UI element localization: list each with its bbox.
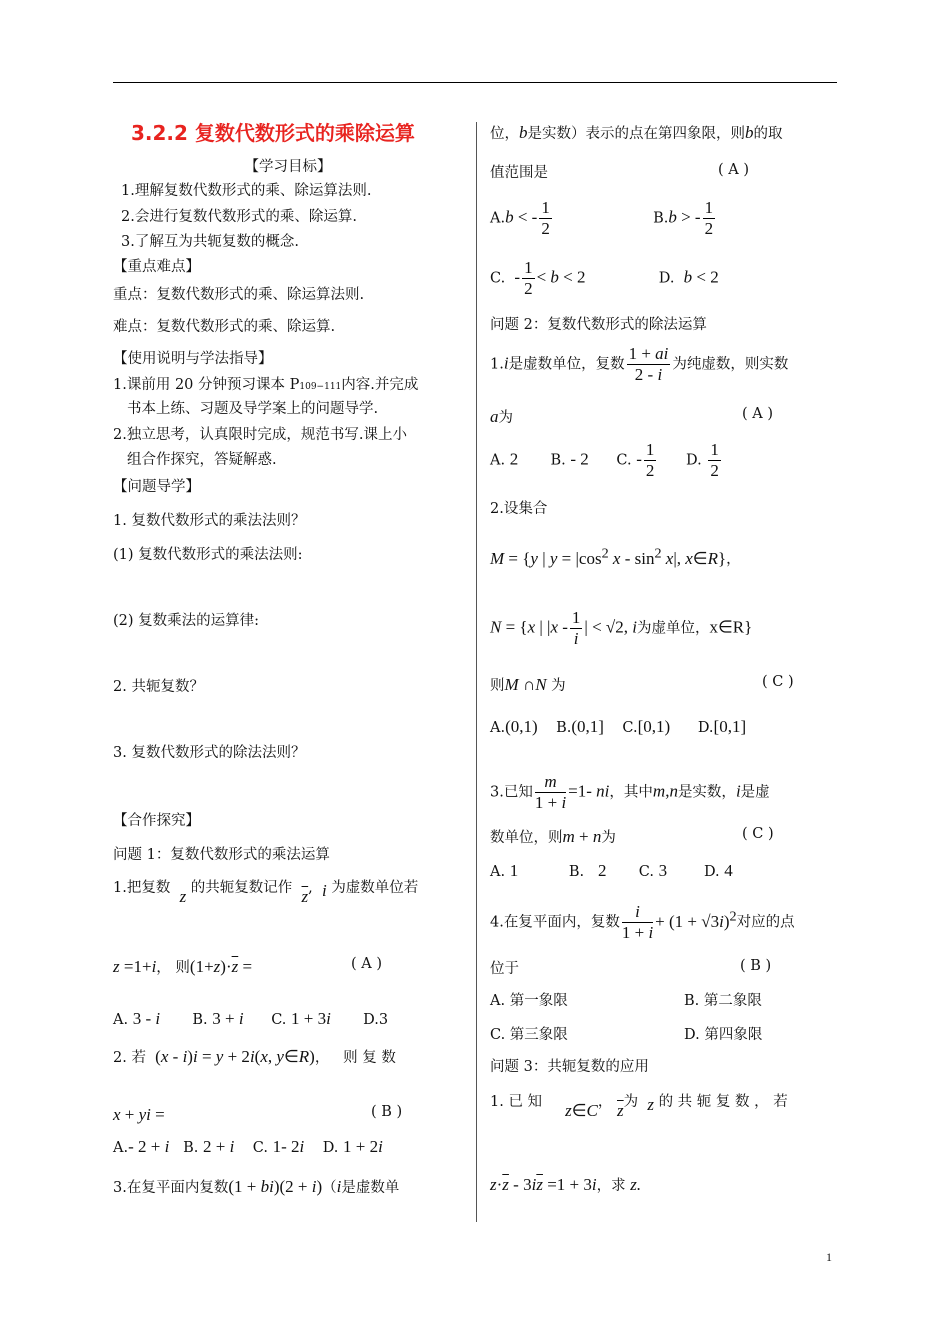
p3-q1-line2: $z\cdot\overline{z} - 3i\overline{z} =1 + 3i$，求 z. — [490, 1175, 642, 1194]
guide-q1: 1. 复数代数形式的乘法法则？ — [113, 513, 306, 529]
p1-q3-options-ab: A.b < - $\frac{1}{2}$ B.b > - $\frac{1}{2}$ — [490, 198, 714, 238]
p3-q1-line1: 1. 已 知 z∈C， $\overline{z}$为 z 的 共 轭 复 数 ， 若 — [490, 1094, 788, 1120]
goal-2: 2.会进行复数代数形式的乘、除运算. — [121, 209, 357, 225]
p2-q1-line2: a为 — [490, 407, 513, 426]
problem-2-heading: 问题 2：复数代数形式的除法运算 — [490, 317, 707, 333]
p2-q2-line2: 则M ∩N 为 — [490, 675, 566, 694]
difficult-point: 难点：复数代数形式的乘、除运算. — [113, 319, 336, 335]
p1-q3-options-cd: C. - $\frac{1}{2}$ < b < 2 D. b < 2 — [490, 258, 719, 298]
column-divider — [476, 122, 477, 1222]
guide-q1b: (2) 复数乘法的运算律: — [113, 613, 260, 629]
guide-q1a: (1) 复数代数形式的乘法法则: — [113, 547, 303, 563]
key-point: 重点：复数代数形式的乘、除运算法则. — [113, 287, 365, 303]
p1-q3-answer: ( A ) — [718, 162, 750, 178]
set-N: N = {x | |x - $\frac{1}{i}$ | < √2, i为虚单位，x∈R} — [490, 608, 753, 648]
p2-q4-line2: 位于 — [490, 961, 519, 977]
p2-q1-line1: 1.i是虚数单位，复数 $\frac{1 + ai}{2 - i}$ 为纯虚数，则实数 — [490, 344, 789, 384]
usage-2: 2.独立思考，认真限时完成，规范书写.课上小 — [113, 427, 407, 443]
guide-q2: 2. 共轭复数？ — [113, 679, 204, 695]
p2-q2-line1: 2.设集合 — [490, 501, 548, 517]
p1-q2-options: A.- 2 + i B. 2 + i C. 1- 2i D. 1 + 2i — [113, 1137, 383, 1156]
p2-q1-options: A. 2 B. - 2 C. - $\frac{1}{2}$ D. $\frac{1}{2}$ — [490, 440, 719, 480]
p2-q4-option-c: C. 第三象限 — [490, 1027, 568, 1043]
p2-q2-options: A.(0,1) B.(0,1] C.[0,1) D.[0,1] — [490, 717, 747, 736]
p1-q2-line2: x + yi = — [113, 1105, 165, 1124]
p1-q3-line1: 3.在复平面内复数(1 + bi)(2 + i)（i是虚数单 — [113, 1177, 400, 1196]
p2-q2-answer: ( C ) — [762, 674, 794, 690]
p1-q1-line1: 1.把复数 z 的共轭复数记作 $\overline{z}$, i 为虚数单位若 — [113, 880, 419, 906]
p2-q4-line1: 4.在复平面内，复数 $\frac{i}{1 + i}$ + $(1 + √3i)^2$对应的点 — [490, 902, 795, 942]
p2-q1-answer: ( A ) — [742, 406, 774, 422]
p1-q1-answer: ( A ) — [351, 956, 383, 972]
header-rule — [113, 82, 837, 83]
usage-1-cont: 书本上练、习题及导学案上的问题导学. — [127, 401, 379, 417]
usage-1: 1.课前用 20 分钟预习课本 P109−111内容.并完成 — [113, 377, 419, 393]
p1-q1-line2: z =1+i， 则$(1+z)\cdot\overline{z}$ = — [113, 957, 253, 976]
p2-q3-answer: ( C ) — [742, 826, 774, 842]
page-number: 1 — [826, 1250, 832, 1264]
p2-q3-line1: 3.已知 $\frac{m}{1 + i}$ =1- ni，其中m,n是实数，i是虚 — [490, 772, 770, 812]
p2-q4-option-d: D. 第四象限 — [684, 1027, 763, 1043]
p1-q2-answer: ( B ) — [371, 1104, 403, 1120]
p2-q4-option-a: A. 第一象限 — [490, 993, 568, 1009]
key-heading: 【重点难点】 — [113, 259, 200, 275]
guide-q3: 3. 复数代数形式的除法法则？ — [113, 745, 306, 761]
goal-3: 3.了解互为共轭复数的概念. — [121, 234, 299, 250]
p2-q4-option-b: B. 第二象限 — [684, 993, 762, 1009]
guide-heading: 【问题导学】 — [113, 479, 200, 495]
goals-heading: 【学习目标】 — [244, 159, 332, 175]
usage-2-cont: 组合作探究，答疑解惑. — [127, 452, 277, 468]
set-M: M = {y | $y = |\cos^2$ x - $\sin^2 x|$, x∈R}， — [490, 545, 741, 568]
p1-q2-line1: 2. 若 (x - i)i = y + 2i(x, y∈R)， 则 复 数 — [113, 1047, 396, 1066]
goal-1: 1.理解复数代数形式的乘、除运算法则. — [121, 183, 372, 199]
p1-q1-options: A. 3 - i B. 3 + i C. 1 + 3i D.3 — [113, 1009, 389, 1028]
problem-3-heading: 问题 3：共轭复数的应用 — [490, 1059, 649, 1075]
p2-q4-answer: ( B ) — [740, 958, 772, 974]
page-title: 3.2.2 复数代数形式的乘除运算 — [131, 121, 415, 145]
usage-heading: 【使用说明与学法指导】 — [113, 351, 273, 367]
coop-heading: 【合作探究】 — [113, 813, 200, 829]
p2-q3-options: A. 1 B. 2 C. 3 D. 4 — [490, 861, 733, 880]
problem-1-heading: 问题 1：复数代数形式的乘法运算 — [113, 847, 330, 863]
p1-q3-line3: 值范围是 — [490, 165, 548, 181]
p1-q3-line2: 位，b是实数）表示的点在第四象限，则b的取 — [490, 123, 783, 142]
p2-q3-line2: 数单位，则m + n为 — [490, 827, 616, 846]
